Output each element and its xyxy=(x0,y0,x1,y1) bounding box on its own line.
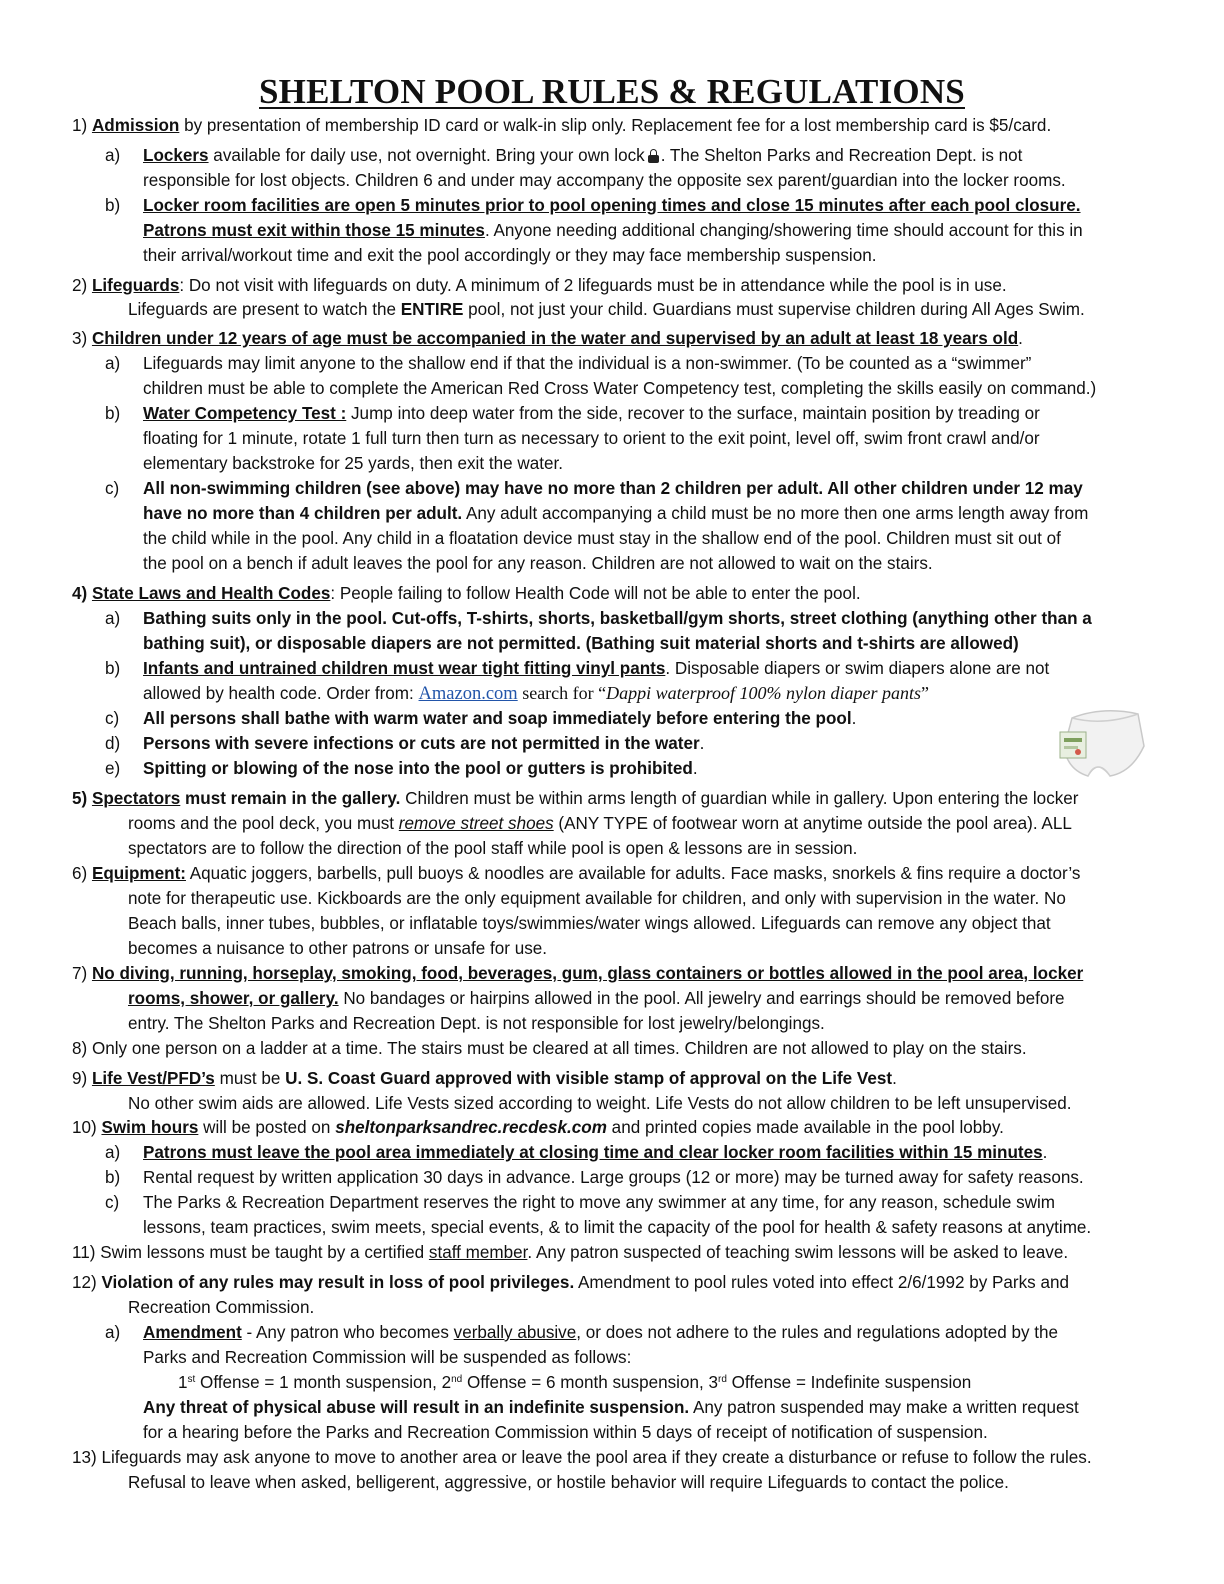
rule-1a-label: a) xyxy=(105,146,121,165)
rule-10c-label: c) xyxy=(105,1193,120,1212)
rule-1b: Locker room facilities are open 5 minutes prior to pool opening times and close 15 minutes after each pool closure. xyxy=(143,196,1081,215)
rule-4e: Spitting or blowing of the nose into the pool or gutters is prohibited. xyxy=(143,759,698,778)
rule-3b-cont2: elementary backstroke for 25 yards, then exit the water. xyxy=(143,454,563,473)
rule-10c-cont: lessons, team practices, swim meets, special events, & to limit the capacity of the pool for health & safety reasons at anytime. xyxy=(143,1218,1092,1237)
rule-4d-label: d) xyxy=(105,734,121,753)
rule-7-cont2: entry. The Shelton Parks and Recreation Dept. is not responsible for lost jewelry/belongings. xyxy=(128,1014,825,1033)
rule-4b-label: b) xyxy=(105,659,121,678)
rule-3b-cont: floating for 1 minute, rotate 1 full turn then turn as necessary to orient to the exit point, level off, swim front crawl and/or xyxy=(143,429,1040,448)
offense-schedule: 1st Offense = 1 month suspension, 2nd Offense = 6 month suspension, 3rd Offense = Indefinite suspension xyxy=(178,1373,972,1392)
rule-4a: Bathing suits only in the pool. Cut-offs, T-shirts, shorts, basketball/gym shorts, street clothing (anything other than a xyxy=(143,609,1092,628)
rule-3: 3) Children under 12 years of age must be accompanied in the water and supervised by an adult at least 18 years old. xyxy=(72,329,1023,348)
rule-4: 4) State Laws and Health Codes: People failing to follow Health Code will not be able to enter the pool. xyxy=(72,584,861,603)
amazon-link[interactable]: Amazon.com xyxy=(418,684,518,704)
rule-3c-label: c) xyxy=(105,479,120,498)
rule-7: 7) No diving, running, horseplay, smoking, food, beverages, gum, glass containers or bottles allowed in the pool area, locker xyxy=(72,964,1084,983)
rule-5: 5) Spectators must remain in the gallery. Children must be within arms length of guardian while in gallery. Upon entering the locker xyxy=(72,789,1079,808)
threat-clause: Any threat of physical abuse will result in an indefinite suspension. Any patron suspended may make a written request xyxy=(143,1398,1079,1417)
rule-3a-label: a) xyxy=(105,354,121,373)
rule-1-heading: Admission xyxy=(91,116,180,135)
rule-11: 11) Swim lessons must be taught by a certified staff member. Any patron suspected of teaching swim lessons will be asked to leave. xyxy=(72,1243,1069,1262)
rule-1a: Lockers available for daily use, not overnight. Bring your own lock . The Shelton Parks and Recreation Dept. is not xyxy=(143,146,1023,165)
rule-4b-cont: allowed by health code. Order from: Amazon.com search for “Dappi waterproof 100% nylon diaper pants” xyxy=(143,683,929,704)
rule-1b-cont2: their arrival/workout time and exit the pool accordingly or they may face membership suspension. xyxy=(143,246,877,265)
rule-9-cont: No other swim aids are allowed. Life Vests sized according to weight. Life Vests do not allow children to be left unsupervised. xyxy=(128,1094,1072,1113)
rule-12a: Amendment - Any patron who becomes verbally abusive, or does not adhere to the rules and regulations adopted by the xyxy=(143,1323,1059,1342)
rule-10: 10) Swim hours will be posted on sheltonparksandrec.recdesk.com and printed copies made available in the pool lobby. xyxy=(72,1118,1004,1137)
rule-10a-label: a) xyxy=(105,1143,121,1162)
rule-3b-label: b) xyxy=(105,404,121,423)
website-link[interactable]: sheltonparksandrec.recdesk.com xyxy=(335,1118,607,1137)
rule-4a-cont: bathing suit), or disposable diapers are not permitted. (Bathing suit material shorts and t-shirts are allowed) xyxy=(143,634,1019,653)
rule-9: 9) Life Vest/PFD’s must be U. S. Coast Guard approved with visible stamp of approval on the Life Vest. xyxy=(72,1069,897,1088)
rule-3c-cont3: the pool on a bench if adult leaves the pool for any reason. Children are not allowed to wait on the stairs. xyxy=(143,554,933,573)
rule-4b: Infants and untrained children must wear tight fitting vinyl pants. Disposable diapers or swim diapers alone are not xyxy=(143,659,1050,678)
rule-13-cont: Refusal to leave when asked, belligerent, aggressive, or hostile behavior will require Lifeguards to contact the police. xyxy=(128,1473,1009,1492)
threat-clause-cont: for a hearing before the Parks and Recreation Commission within 5 days of receipt of notification of suspension. xyxy=(143,1423,988,1442)
rule-7-cont: rooms, shower, or gallery. No bandages or hairpins allowed in the pool. All jewelry and earrings should be removed before xyxy=(128,989,1065,1008)
rule-5-cont2: spectators are to follow the direction of the pool staff while pool is open & lessons are in session. xyxy=(128,839,858,858)
rule-10c: The Parks & Recreation Department reserves the right to move any swimmer at any time, for any reason, schedule swim xyxy=(143,1193,1056,1212)
rule-8: 8) Only one person on a ladder at a time. The stairs must be cleared at all times. Children are not allowed to play on the stairs. xyxy=(72,1039,1027,1058)
rule-12a-cont: Parks and Recreation Commission will be suspended as follows: xyxy=(143,1348,632,1367)
rule-4e-label: e) xyxy=(105,759,121,778)
rule-10b: Rental request by written application 30 days in advance. Large groups (12 or more) may be turned away for safety reasons. xyxy=(143,1168,1084,1187)
rule-2: 2) Lifeguards: Do not visit with lifeguards on duty. A minimum of 2 lifeguards must be in attendance while the pool is in use. xyxy=(72,276,1007,295)
rule-4c: All persons shall bathe with warm water and soap immediately before entering the pool. xyxy=(143,709,857,728)
rule-3c-cont: have no more than 4 children per adult. Any adult accompanying a child must be no more then one arms length away from xyxy=(143,504,1089,523)
lock-icon xyxy=(648,149,659,163)
page-title: SHELTON POOL RULES & REGULATIONS xyxy=(259,72,965,111)
rule-1a-cont: responsible for lost objects. Children 6 and under may accompany the opposite sex parent/guardian into the locker rooms. xyxy=(143,171,1066,190)
rule-12a-label: a) xyxy=(105,1323,121,1342)
rule-3b: Water Competency Test : Jump into deep water from the side, recover to the surface, maintain position by treading or xyxy=(143,404,1040,423)
rule-3a: Lifeguards may limit anyone to the shallow end if that the individual is a non-swimmer. (To be counted as a “swimmer” xyxy=(143,354,1032,373)
rule-3c-cont2: the child while in the pool. Any child in a floatation device must stay in the shallow end of the pool. Children must sit out of xyxy=(143,529,1061,548)
rule-4c-label: c) xyxy=(105,709,120,728)
rule-10b-label: b) xyxy=(105,1168,121,1187)
rule-13: 13) Lifeguards may ask anyone to move to another area or leave the pool area if they create a disturbance or refuse to follow the rules. xyxy=(72,1448,1092,1467)
rule-12-cont: Recreation Commission. xyxy=(128,1298,315,1317)
rule-6: 6) Equipment: Aquatic joggers, barbells, pull buoys & noodles are available for adults. Face masks, snorkels & fins require a doctor’s xyxy=(72,864,1081,883)
rule-5-cont: rooms and the pool deck, you must remove street shoes (ANY TYPE of footwear worn at anytime outside the pool area). ALL xyxy=(128,814,1072,833)
rule-6-cont2: Beach balls, inner tubes, bubbles, or inflatable toys/swimmies/water wings allowed. Lifeguards can remove any object that xyxy=(128,914,1051,933)
diaper-pants-image xyxy=(1058,696,1148,780)
rule-6-cont: note for therapeutic use. Kickboards are the only equipment available for children, and only with supervision in the water. No xyxy=(128,889,1066,908)
rule-4d: Persons with severe infections or cuts are not permitted in the water. xyxy=(143,734,705,753)
rule-6-cont3: becomes a nuisance to other patrons or unsafe for use. xyxy=(128,939,548,958)
rule-2-cont: Lifeguards are present to watch the ENTIRE pool, not just your child. Guardians must supervise children during All Ages Swim. xyxy=(128,300,1085,319)
rule-3c: All non-swimming children (see above) may have no more than 2 children per adult. All other children under 12 may xyxy=(143,479,1083,498)
rule-3a-cont: children must be able to complete the American Red Cross Water Competency test, completing the skills easily on command.) xyxy=(143,379,1097,398)
rule-1: 1) Admission by presentation of membership ID card or walk-in slip only. Replacement fee for a lost membership card is $5/card. xyxy=(72,116,1052,135)
rule-12: 12) Violation of any rules may result in loss of pool privileges. Amendment to pool rules voted into effect 2/6/1992 by Parks and xyxy=(72,1273,1069,1292)
rule-1b-label: b) xyxy=(105,196,121,215)
rule-4a-label: a) xyxy=(105,609,121,628)
rule-10a: Patrons must leave the pool area immediately at closing time and clear locker room facilities within 15 minutes. xyxy=(143,1143,1048,1162)
rule-1b-cont: Patrons must exit within those 15 minutes. Anyone needing additional changing/showering time should account for this in xyxy=(143,221,1083,240)
